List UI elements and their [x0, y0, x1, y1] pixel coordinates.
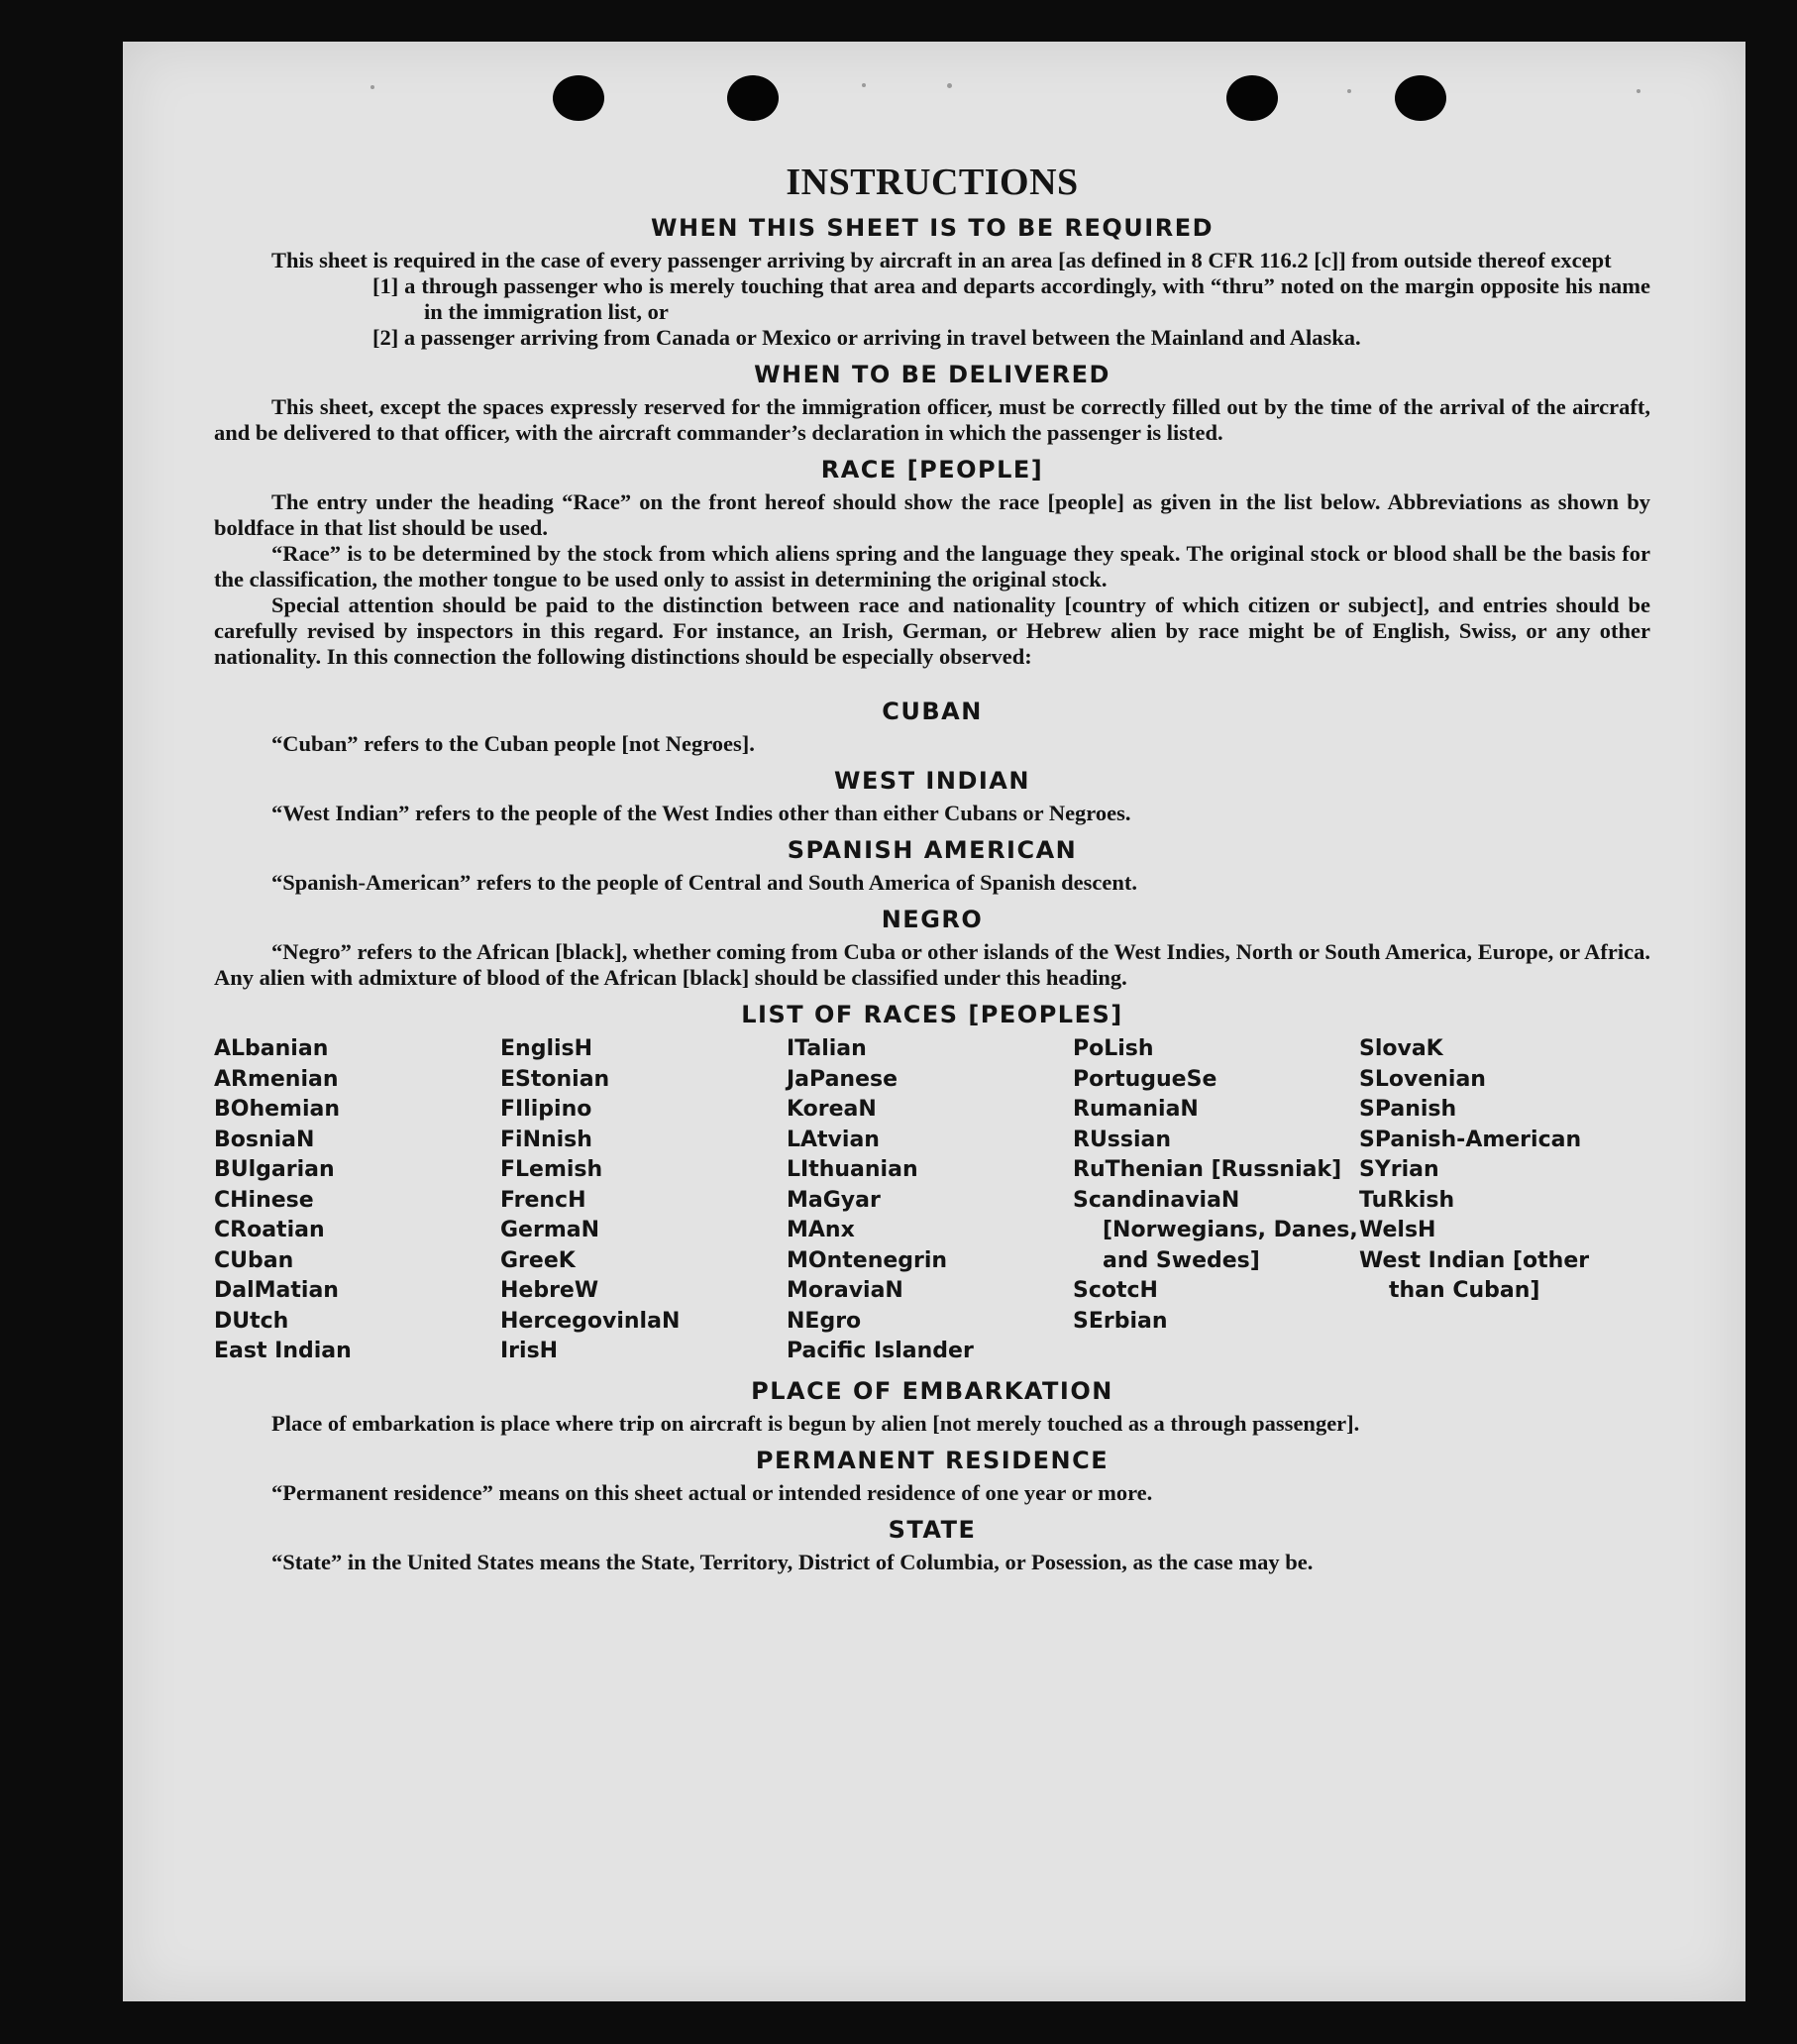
race-column: [1073, 1034, 1359, 1367]
race-item: FiNnish: [500, 1127, 592, 1152]
document-page: [123, 42, 1745, 2001]
race-item: RumaniaN: [1073, 1097, 1199, 1122]
race-item: MAnx: [787, 1218, 855, 1242]
race-column: [500, 1034, 787, 1367]
race-item: SLovenian: [1359, 1066, 1486, 1092]
spanish-american-text: “Spanish-American” refers to the people of Central and South America of Spanish descent.: [271, 870, 1137, 895]
race-item: HercegovinlaN: [500, 1308, 681, 1334]
embarkation-text: Place of embarkation is place where trip on aircraft is begun by alien [not merely touched as a through passenger].: [271, 1410, 1360, 1436]
residence-text: “Permanent residence” means on this sheet actual or intended residence of one year or more.: [271, 1479, 1153, 1505]
race-item: BUlgarian: [214, 1157, 335, 1182]
race-item: LAtvian: [787, 1127, 880, 1152]
race-item: ARmenian: [214, 1066, 339, 1092]
race-item: CUban: [214, 1247, 294, 1273]
section-heading-embarkation: PLACE OF EMBARKATION: [751, 1376, 1113, 1405]
race-item: ScotcH: [1073, 1278, 1158, 1303]
race-paragraph-3: Special attention should be paid to the distinction between race and nationality [country of which citizen or subject], and entries should be carefully revised by inspectors in this regard. For instance, an Irish, German, or Hebrew alien by race might be of English, Swiss, or any other nationality. In this connection the following distinctions should be especially observed:: [214, 592, 1650, 669]
race-column: [787, 1034, 1073, 1367]
race-item: ALbanian: [214, 1036, 329, 1061]
race-item: CHinese: [214, 1187, 314, 1213]
state-text: “State” in the United States means the State, Territory, District of Columbia, or Posession, as the case may be.: [271, 1549, 1314, 1574]
race-item: PortugueSe: [1073, 1066, 1217, 1092]
race-item: GreeK: [500, 1247, 576, 1273]
punch-hole: [1226, 75, 1278, 121]
race-item: IrisH: [500, 1339, 559, 1363]
negro-text: “Negro” refers to the African [black], whether coming from Cuba or other islands of the West Indies, North or South America, Europe, or Africa. Any alien with admixture of blood of the African [black] should be classified under this heading.: [214, 939, 1650, 990]
required-intro: This sheet is required in the case of every passenger arriving by aircraft in an area [as defined in 8 CFR 116.2 [c]] from outside thereof except: [271, 248, 1612, 272]
section-heading-spanish-american: SPANISH AMERICAN: [787, 836, 1078, 864]
race-item: CRoatian: [214, 1218, 325, 1242]
race-item: EnglisH: [500, 1036, 593, 1061]
race-item: RuThenian [Russniak]: [1073, 1157, 1342, 1182]
required-item-1: [1] a through passenger who is merely touching that area and departs accordingly, with “thru” noted on the margin opposite his name in the immigration list, or: [372, 273, 1650, 324]
section-heading-negro: NEGRO: [881, 906, 984, 933]
west-indian-text: “West Indian” refers to the people of the West Indies other than either Cubans or Negroes.: [271, 801, 1131, 825]
required-item-2: [2] a passenger arriving from Canada or Mexico or arriving in travel between the Mainland and Alaska.: [372, 325, 1361, 350]
race-item: FIlipino: [500, 1097, 592, 1122]
section-heading-state: STATE: [888, 1515, 977, 1544]
race-item: SPanish-American: [1359, 1127, 1582, 1152]
race-column: [214, 1034, 500, 1367]
punch-hole: [727, 75, 779, 121]
race-item: MaGyar: [787, 1187, 881, 1213]
race-item: BosniaN: [214, 1127, 315, 1152]
race-item: DalMatian: [214, 1278, 339, 1303]
punch-hole: [1395, 75, 1446, 121]
race-item: SErbian: [1073, 1308, 1168, 1334]
section-heading-list: LIST OF RACES [PEOPLES]: [741, 1001, 1123, 1028]
race-item: MoraviaN: [787, 1278, 903, 1303]
delivered-text: This sheet, except the spaces expressly reserved for the immigration officer, must be correctly filled out by the time of the arrival of the aircraft, and be delivered to that officer, with the aircraft commander’s declaration in which the passenger is listed.: [214, 394, 1650, 445]
race-item: PoLish: [1073, 1036, 1154, 1061]
section-heading-cuban: CUBAN: [882, 698, 983, 725]
section-heading-residence: PERMANENT RESIDENCE: [755, 1446, 1110, 1474]
section-heading-west-indian: WEST INDIAN: [834, 767, 1030, 795]
race-paragraph-1: The entry under the heading “Race” on the front hereof should show the race [people] as given in the list below. Abbreviations as shown by boldface in that list should be used.: [214, 489, 1650, 540]
race-item: NEgro: [787, 1308, 862, 1334]
race-item: DUtch: [214, 1308, 289, 1334]
race-item: West Indian [other than Cuban]: [1359, 1247, 1590, 1303]
race-item: BOhemian: [214, 1097, 341, 1122]
race-item: GermaN: [500, 1218, 600, 1242]
race-item: FrencH: [500, 1187, 586, 1213]
race-item: HebreW: [500, 1278, 599, 1303]
race-item: East Indian: [214, 1339, 352, 1363]
instructions-content: [214, 149, 1650, 1575]
race-item: SlovaK: [1359, 1036, 1443, 1061]
section-heading-race: RACE [PEOPLE]: [820, 456, 1044, 484]
race-item: RUssian: [1073, 1127, 1172, 1152]
section-heading-delivered: WHEN TO BE DELIVERED: [754, 361, 1110, 388]
race-item: ITalian: [787, 1036, 867, 1061]
race-item: MOntenegrin: [787, 1247, 948, 1273]
race-item: WelsH: [1359, 1218, 1436, 1242]
page-title: INSTRUCTIONS: [786, 161, 1079, 203]
race-item: KoreaN: [787, 1097, 877, 1122]
race-item: SPanish: [1359, 1097, 1457, 1122]
punch-hole: [553, 75, 604, 121]
race-item: JaPanese: [787, 1066, 898, 1092]
race-item: SYrian: [1359, 1157, 1439, 1182]
race-item: ScandinaviaN [Norwegians, Danes, and Swedes]: [1073, 1187, 1358, 1273]
race-item: EStonian: [500, 1066, 610, 1092]
race-paragraph-2: “Race” is to be determined by the stock from which aliens spring and the language they speak. The original stock or blood shall be the basis for the classification, the mother tongue to be used only to assist in determining the original stock.: [214, 541, 1650, 592]
race-item: LIthuanian: [787, 1157, 918, 1182]
race-item: TuRkish: [1359, 1187, 1455, 1213]
cuban-text: “Cuban” refers to the Cuban people [not Negroes].: [271, 731, 755, 756]
race-column: [1359, 1034, 1645, 1367]
race-list: [214, 1034, 1650, 1367]
race-item: FLemish: [500, 1157, 603, 1182]
race-item: Pacific Islander: [787, 1339, 974, 1363]
section-heading-required: WHEN THIS SHEET IS TO BE REQUIRED: [650, 214, 1215, 242]
